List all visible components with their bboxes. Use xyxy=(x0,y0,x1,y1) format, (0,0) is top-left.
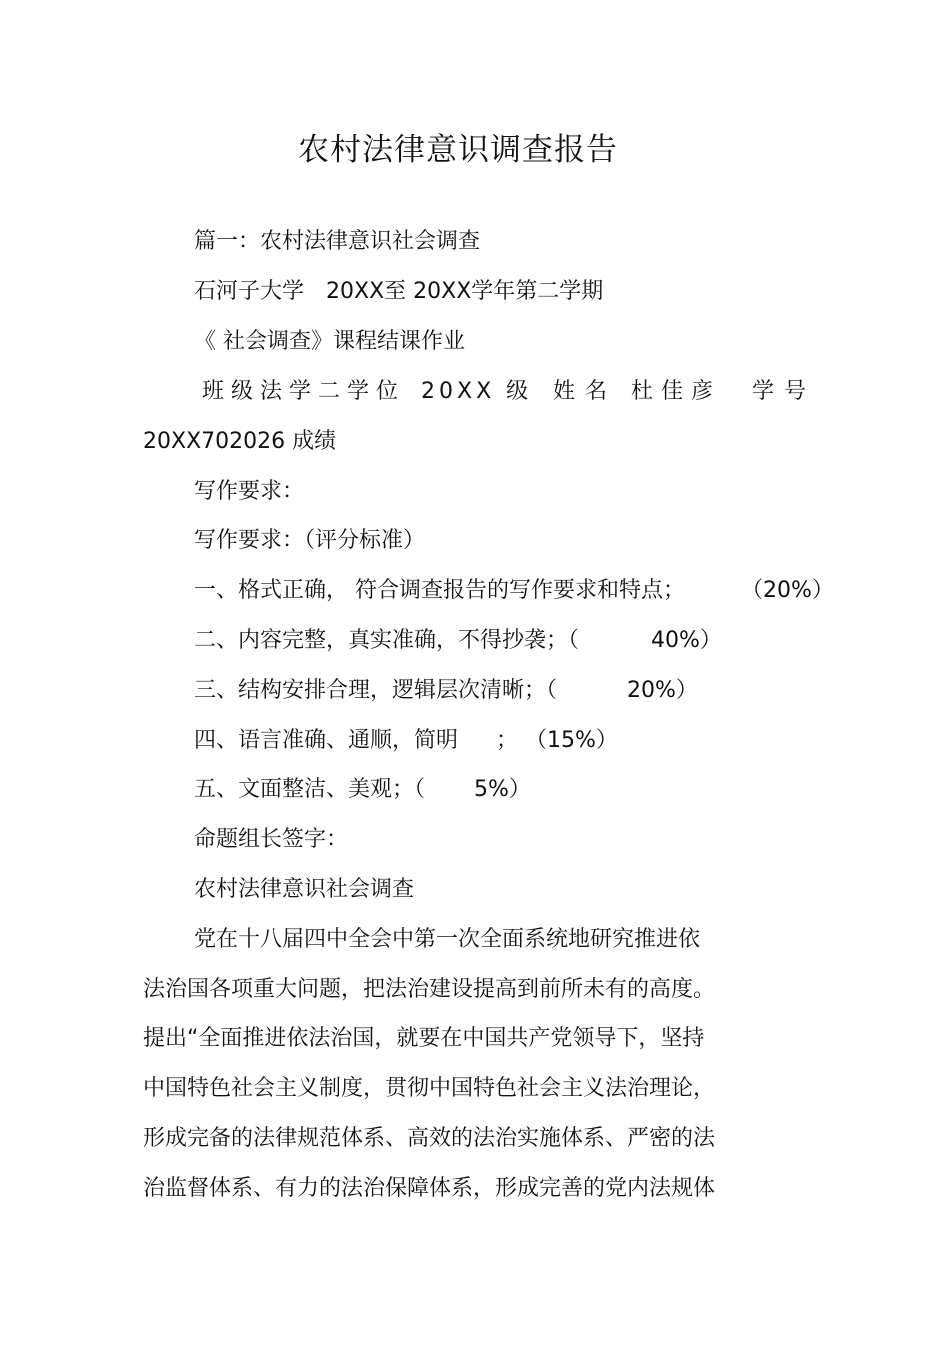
grade-value: 20XX 级 xyxy=(421,379,533,404)
body-line-3: 提出“全面推进依法治国，就要在中国共产党领导下，坚持 xyxy=(143,1026,705,1051)
university-line xyxy=(194,276,603,308)
chapter-heading: 篇一：农村法律意识社会调查 xyxy=(194,229,481,254)
criterion-4-weight: ； （15%） xyxy=(496,728,618,753)
criterion-4: 四、语言准确、通顺，简明 xyxy=(194,728,459,753)
body-line-1: 党在十八届四中全会中第一次全面系统地研究推进依 xyxy=(194,927,701,952)
criterion-3: 三、结构安排合理，逻辑层次清晰；（ xyxy=(194,678,558,703)
requirements-heading: 写作要求： xyxy=(194,479,305,504)
name-value: 杜佳彦 xyxy=(631,379,722,404)
scoring-heading: 写作要求：（评分标准） xyxy=(194,528,426,553)
document-title: 农村法律意识调查报告 xyxy=(298,132,618,168)
section-heading: 农村法律意识社会调查 xyxy=(194,877,415,902)
criterion-2: 二、内容完整，真实准确，不得抄袭；（ xyxy=(194,628,580,653)
signature-line: 命题组长签字： xyxy=(194,827,349,852)
student-id-label: 学号 xyxy=(752,379,817,404)
body-line-2: 法治国各项重大问题，把法治建设提高到前所未有的高度。 xyxy=(143,977,716,1002)
name-label: 姓名 xyxy=(553,379,618,404)
criterion-5: 五、文面整洁、美观；（ xyxy=(194,777,426,802)
criterion-1: 一、格式正确， 符合调查报告的写作要求和特点； xyxy=(194,578,685,603)
criterion-2-weight: 40%） xyxy=(651,628,722,653)
university-name: 石河子大学 xyxy=(194,279,305,304)
body-line-6: 治监督体系、有力的法治保障体系，形成完善的党内法规体 xyxy=(143,1176,716,1201)
body-line-4: 中国特色社会主义制度，贯彻中国特色社会主义法治理论， xyxy=(143,1076,716,1101)
class-label: 班级法学二学位 xyxy=(202,379,406,404)
criterion-3-weight: 20%） xyxy=(627,678,698,703)
course-line: 《 社会调查》课程结课作业 xyxy=(194,329,465,354)
body-line-5: 形成完备的法律规范体系、高效的法治实施体系、严密的法 xyxy=(143,1126,716,1151)
student-id-line: 20XX702026 成绩 xyxy=(143,429,337,454)
criterion-1-weight: （20%） xyxy=(741,578,834,603)
criterion-5-weight: 5%） xyxy=(474,777,531,802)
semester-text: 20XX至 20XX学年第二学期 xyxy=(326,279,604,304)
